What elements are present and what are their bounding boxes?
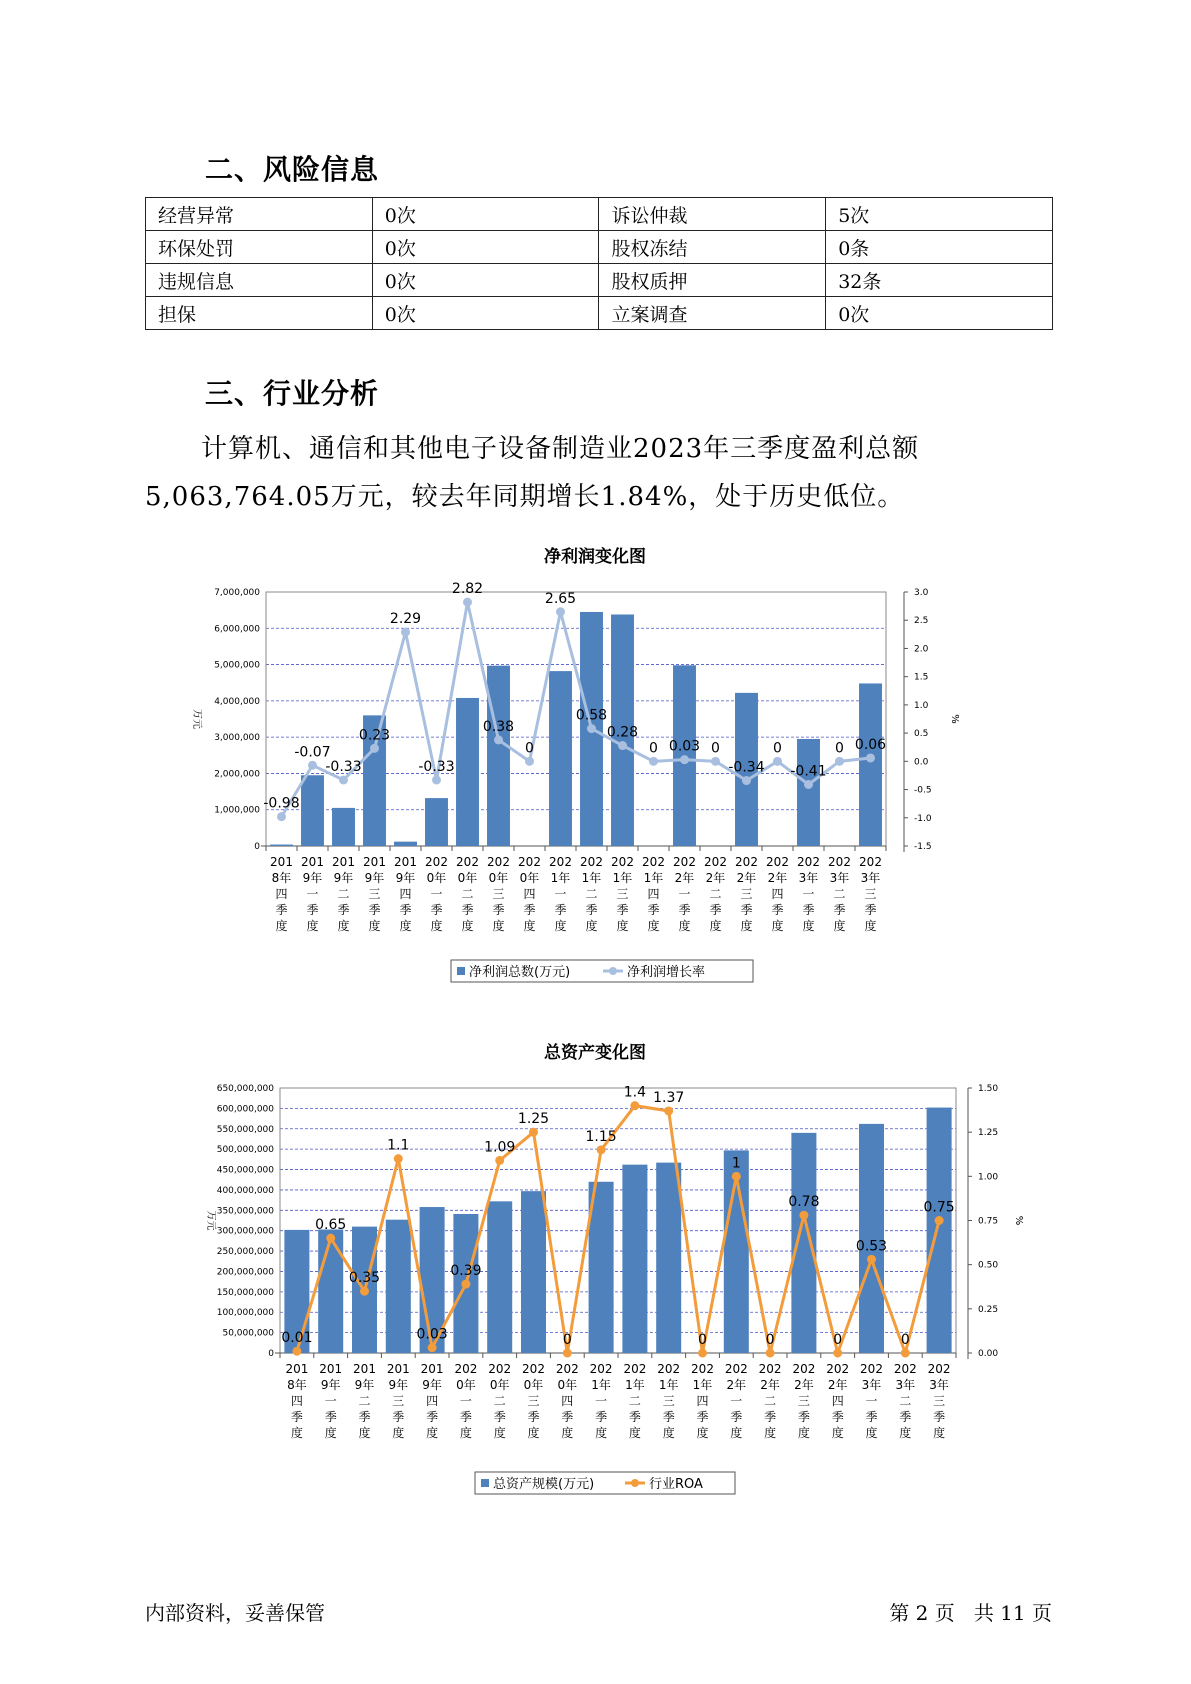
industry-summary bbox=[145, 425, 1065, 521]
bar bbox=[549, 671, 572, 846]
x-tick-label: 201 9年一季度 bbox=[301, 855, 324, 933]
data-label: 0 bbox=[835, 740, 844, 757]
data-label: -0.98 bbox=[263, 795, 300, 812]
x-tick-label: 202 0年三季度 bbox=[487, 855, 510, 933]
data-label: -0.07 bbox=[294, 744, 331, 761]
bar bbox=[301, 775, 324, 846]
risk-label: 违规信息 bbox=[146, 264, 373, 297]
y2-tick-label: 1.00 bbox=[978, 1172, 999, 1183]
line-point bbox=[630, 1101, 639, 1110]
legend-swatch-marker bbox=[631, 1479, 639, 1487]
bar bbox=[487, 666, 510, 846]
x-tick-label: 202 1年三季度 bbox=[657, 1362, 681, 1440]
y2-tick-label: 2.5 bbox=[914, 616, 929, 627]
x-tick-label: 202 3年一季度 bbox=[860, 1362, 883, 1440]
risk-label: 股权冻结 bbox=[599, 231, 826, 264]
y-tick-label: 350,000,000 bbox=[216, 1206, 274, 1217]
y-tick-label: 600,000,000 bbox=[216, 1104, 274, 1115]
x-tick-label: 202 0年二季度 bbox=[488, 1362, 512, 1440]
y2-tick-label: 3.0 bbox=[914, 588, 929, 598]
bar bbox=[656, 1163, 681, 1353]
line-point bbox=[698, 1349, 707, 1358]
x-tick-label: 201 9年四季度 bbox=[394, 855, 417, 933]
data-label: -0.33 bbox=[418, 758, 455, 775]
line-point bbox=[664, 1106, 673, 1115]
data-label: 0.01 bbox=[281, 1330, 313, 1347]
y2-tick-label: 1.0 bbox=[914, 700, 929, 711]
line-point bbox=[833, 1349, 842, 1358]
line-point bbox=[649, 757, 658, 766]
bar bbox=[270, 845, 293, 846]
data-label: 1.09 bbox=[484, 1139, 516, 1156]
risk-label: 担保 bbox=[146, 297, 373, 330]
line-point bbox=[360, 1287, 369, 1296]
line-point bbox=[370, 744, 379, 753]
x-tick-label: 201 9年三季度 bbox=[363, 855, 386, 933]
risk-label: 诉讼仲裁 bbox=[599, 198, 826, 231]
y2-tick-label: -1.5 bbox=[914, 842, 932, 852]
x-tick-label: 202 2年二季度 bbox=[758, 1362, 782, 1440]
y-axis-title: 万元 bbox=[205, 1210, 216, 1231]
y-tick-label: 200,000,000 bbox=[216, 1267, 274, 1278]
y-tick-label: 2,000,000 bbox=[214, 769, 260, 780]
data-label: 2.29 bbox=[389, 611, 422, 628]
bar bbox=[394, 842, 417, 846]
y2-tick-label: 1.50 bbox=[978, 1084, 999, 1094]
data-label: -0.33 bbox=[325, 758, 362, 775]
data-label: 1.37 bbox=[653, 1089, 685, 1106]
y-tick-label: 3,000,000 bbox=[214, 733, 260, 744]
x-tick-label: 202 1年四季度 bbox=[642, 855, 665, 933]
y2-tick-label: 0.75 bbox=[978, 1216, 999, 1227]
y-tick-label: 0 bbox=[268, 1349, 274, 1359]
x-tick-label: 202 0年四季度 bbox=[518, 855, 541, 933]
line-point bbox=[866, 753, 875, 762]
x-tick-label: 201 9年四季度 bbox=[420, 1362, 444, 1440]
section-title-risk: 二、风险信息 bbox=[205, 153, 380, 186]
line-point bbox=[525, 757, 534, 766]
x-tick-label: 202 2年三季度 bbox=[792, 1362, 816, 1440]
line-point bbox=[326, 1234, 335, 1243]
x-tick-label: 201 9年一季度 bbox=[319, 1362, 343, 1440]
y-tick-label: 150,000,000 bbox=[216, 1287, 274, 1298]
data-label: 0 bbox=[773, 740, 782, 757]
x-tick-label: 202 3年三季度 bbox=[859, 855, 882, 933]
data-label: 0 bbox=[698, 1332, 707, 1348]
legend-swatch-bar bbox=[457, 967, 465, 975]
data-label: 0.78 bbox=[788, 1194, 820, 1211]
legend bbox=[451, 960, 753, 982]
line-point bbox=[711, 757, 720, 766]
bar bbox=[425, 798, 448, 846]
legend-label: 净利润总数(万元) bbox=[469, 965, 571, 980]
x-tick-label: 202 3年三季度 bbox=[927, 1362, 951, 1440]
risk-value: 0次 bbox=[372, 297, 599, 330]
data-label: 0.75 bbox=[923, 1199, 955, 1216]
data-label: 0.39 bbox=[450, 1263, 482, 1280]
y2-axis-title: % bbox=[949, 714, 960, 724]
x-tick-label: 201 9年三季度 bbox=[386, 1362, 410, 1440]
line-point bbox=[495, 1156, 504, 1165]
chart-title: 总资产变化图 bbox=[544, 1043, 646, 1063]
y-tick-label: 250,000,000 bbox=[216, 1247, 274, 1258]
y-tick-label: 550,000,000 bbox=[216, 1124, 274, 1135]
y-tick-label: 650,000,000 bbox=[216, 1084, 274, 1094]
data-label: 0 bbox=[562, 1332, 572, 1348]
risk-info-table bbox=[145, 197, 1053, 330]
x-tick-label: 202 1年三季度 bbox=[611, 855, 634, 933]
data-label: 1.25 bbox=[517, 1111, 550, 1128]
y-tick-label: 500,000,000 bbox=[216, 1145, 274, 1156]
y-tick-label: 5,000,000 bbox=[214, 660, 260, 671]
risk-row bbox=[146, 297, 1053, 330]
line-point bbox=[461, 1280, 470, 1289]
data-label: -0.41 bbox=[790, 763, 827, 780]
line-point bbox=[935, 1216, 944, 1225]
data-label: 0.28 bbox=[606, 724, 639, 741]
line-point bbox=[804, 780, 813, 789]
footer-confidential: 内部资料，妥善保管 bbox=[145, 1601, 325, 1625]
x-tick-label: 202 2年三季度 bbox=[735, 855, 758, 933]
x-tick-label: 202 0年四季度 bbox=[555, 1362, 579, 1440]
line-point bbox=[835, 757, 844, 766]
data-label: 0.58 bbox=[575, 707, 608, 724]
line-point bbox=[277, 812, 286, 821]
y-tick-label: 1,000,000 bbox=[214, 805, 260, 816]
line-point bbox=[401, 628, 410, 637]
x-tick-label: 202 2年一季度 bbox=[724, 1362, 748, 1440]
line-point bbox=[463, 598, 472, 607]
risk-label: 经营异常 bbox=[146, 198, 373, 231]
line-point bbox=[292, 1347, 301, 1356]
line-point bbox=[680, 755, 689, 764]
data-label: 0.23 bbox=[358, 727, 391, 744]
y-axis-title: 万元 bbox=[191, 709, 202, 729]
data-label: 0 bbox=[900, 1332, 910, 1348]
line-point bbox=[428, 1343, 437, 1352]
risk-value: 0次 bbox=[372, 198, 599, 231]
line-point bbox=[766, 1349, 775, 1358]
bar bbox=[332, 808, 355, 846]
y2-tick-label: -0.5 bbox=[914, 785, 932, 796]
risk-value: 0次 bbox=[372, 231, 599, 264]
section-title-industry: 三、行业分析 bbox=[205, 377, 380, 410]
data-label: 1.15 bbox=[585, 1128, 617, 1145]
legend-swatch-marker bbox=[609, 967, 617, 975]
line-point bbox=[742, 776, 751, 785]
x-tick-label: 202 1年四季度 bbox=[691, 1362, 714, 1440]
line-point bbox=[563, 1349, 572, 1358]
bar bbox=[927, 1108, 952, 1353]
bar bbox=[521, 1191, 546, 1353]
x-tick-label: 202 1年二季度 bbox=[580, 855, 603, 933]
data-label: 2.65 bbox=[544, 590, 577, 607]
y2-tick-label: 0.50 bbox=[978, 1260, 999, 1271]
bar bbox=[859, 683, 882, 846]
x-tick-label: 202 1年一季度 bbox=[589, 1362, 613, 1440]
risk-value: 0条 bbox=[826, 231, 1053, 264]
net-profit-chart bbox=[170, 540, 990, 1000]
risk-value: 32条 bbox=[826, 264, 1053, 297]
y-tick-label: 400,000,000 bbox=[216, 1185, 274, 1196]
data-label: 2.82 bbox=[451, 581, 484, 598]
x-tick-label: 201 9年二季度 bbox=[353, 1362, 376, 1440]
y2-tick-label: 0.25 bbox=[978, 1304, 999, 1315]
line-point bbox=[432, 775, 441, 784]
line-point bbox=[597, 1145, 606, 1154]
x-tick-label: 202 3年一季度 bbox=[797, 855, 820, 933]
line-point bbox=[799, 1211, 808, 1220]
risk-row bbox=[146, 231, 1053, 264]
x-tick-label: 202 0年一季度 bbox=[454, 1362, 478, 1440]
legend-label: 总资产规模(万元) bbox=[493, 1477, 595, 1492]
x-tick-label: 201 8年四季度 bbox=[270, 855, 293, 933]
legend-swatch-bar bbox=[481, 1479, 489, 1487]
data-label: 0.03 bbox=[416, 1326, 448, 1343]
data-label: 0.38 bbox=[482, 718, 515, 735]
y2-tick-label: 2.0 bbox=[914, 644, 929, 655]
y-tick-label: 300,000,000 bbox=[216, 1226, 274, 1237]
total-assets-chart bbox=[170, 1036, 1030, 1496]
data-label: 0.35 bbox=[348, 1270, 381, 1287]
y-tick-label: 6,000,000 bbox=[214, 624, 260, 635]
summary-line-2: 5,063,764.05万元，较去年同期增长1.84%，处于历史低位。 bbox=[145, 482, 905, 512]
data-label: 0.06 bbox=[854, 736, 887, 753]
x-tick-label: 202 0年二季度 bbox=[456, 855, 479, 933]
data-label: 0 bbox=[765, 1332, 775, 1348]
data-label: 0.03 bbox=[668, 738, 701, 755]
data-label: 0 bbox=[833, 1332, 843, 1348]
y2-tick-label: 0.5 bbox=[914, 729, 929, 740]
bar bbox=[487, 1201, 512, 1353]
line-point bbox=[587, 724, 596, 733]
y2-tick-label: 0.00 bbox=[978, 1349, 999, 1359]
bar bbox=[797, 739, 820, 846]
risk-row bbox=[146, 264, 1053, 297]
line-point bbox=[773, 757, 782, 766]
x-tick-label: 202 2年四季度 bbox=[766, 855, 789, 933]
x-tick-label: 202 2年二季度 bbox=[704, 855, 727, 933]
risk-label: 股权质押 bbox=[599, 264, 826, 297]
data-label: 1.4 bbox=[623, 1084, 647, 1101]
line-point bbox=[556, 607, 565, 616]
x-tick-label: 202 0年一季度 bbox=[425, 855, 448, 933]
x-tick-label: 201 9年二季度 bbox=[332, 855, 355, 933]
data-label: 0.53 bbox=[855, 1238, 888, 1255]
bar bbox=[318, 1229, 343, 1353]
summary-line-1: 计算机、通信和其他电子设备制造业2023年三季度盈利总额 bbox=[201, 434, 920, 464]
bar bbox=[622, 1165, 647, 1353]
y-tick-label: 0 bbox=[254, 842, 260, 852]
legend-label: 净利润增长率 bbox=[627, 965, 706, 980]
line-point bbox=[618, 741, 627, 750]
bar bbox=[386, 1220, 411, 1353]
x-tick-label: 202 0年三季度 bbox=[522, 1362, 545, 1440]
legend bbox=[475, 1472, 735, 1494]
line-point bbox=[901, 1349, 910, 1358]
y-tick-label: 4,000,000 bbox=[214, 696, 260, 707]
risk-value: 5次 bbox=[826, 198, 1053, 231]
line-point bbox=[308, 761, 317, 770]
y2-axis-title: % bbox=[1013, 1215, 1024, 1226]
y-tick-label: 450,000,000 bbox=[216, 1165, 274, 1176]
y-tick-label: 7,000,000 bbox=[214, 588, 260, 598]
x-tick-label: 202 3年二季度 bbox=[893, 1362, 917, 1440]
y2-tick-label: 1.25 bbox=[978, 1128, 999, 1139]
legend-label: 行业ROA bbox=[649, 1477, 703, 1492]
y-tick-label: 50,000,000 bbox=[222, 1328, 274, 1339]
y2-tick-label: 1.5 bbox=[914, 672, 929, 683]
data-label: 1.1 bbox=[387, 1137, 410, 1154]
x-tick-label: 202 3年二季度 bbox=[828, 855, 851, 933]
data-label: -0.34 bbox=[728, 759, 765, 776]
page-number: 第 2 页 共 11 页 bbox=[889, 1601, 1052, 1625]
risk-label: 立案调查 bbox=[599, 297, 826, 330]
line-point bbox=[732, 1172, 741, 1181]
x-tick-label: 202 2年一季度 bbox=[673, 855, 696, 933]
bar bbox=[456, 698, 479, 846]
x-tick-label: 202 2年四季度 bbox=[826, 1362, 850, 1440]
data-label: 0 bbox=[649, 740, 658, 757]
line-point bbox=[529, 1128, 538, 1137]
data-label: 0 bbox=[711, 740, 720, 757]
risk-value: 0次 bbox=[826, 297, 1053, 330]
risk-row bbox=[146, 198, 1053, 231]
x-tick-label: 201 8年四季度 bbox=[285, 1362, 309, 1440]
risk-value: 0次 bbox=[372, 264, 599, 297]
y-tick-label: 100,000,000 bbox=[216, 1308, 274, 1319]
bar bbox=[791, 1133, 816, 1353]
y2-tick-label: 0.0 bbox=[914, 757, 929, 768]
line-point bbox=[339, 775, 348, 784]
chart-title: 净利润变化图 bbox=[544, 547, 646, 567]
line-point bbox=[494, 735, 503, 744]
y2-tick-label: -1.0 bbox=[914, 813, 932, 824]
line-point bbox=[867, 1255, 876, 1264]
data-label: 0 bbox=[525, 740, 534, 757]
x-tick-label: 202 1年二季度 bbox=[623, 1362, 647, 1440]
line-point bbox=[394, 1154, 403, 1163]
x-tick-label: 202 1年一季度 bbox=[549, 855, 572, 933]
data-label: 1 bbox=[731, 1155, 741, 1172]
data-label: 0.65 bbox=[315, 1217, 347, 1234]
risk-label: 环保处罚 bbox=[146, 231, 373, 264]
